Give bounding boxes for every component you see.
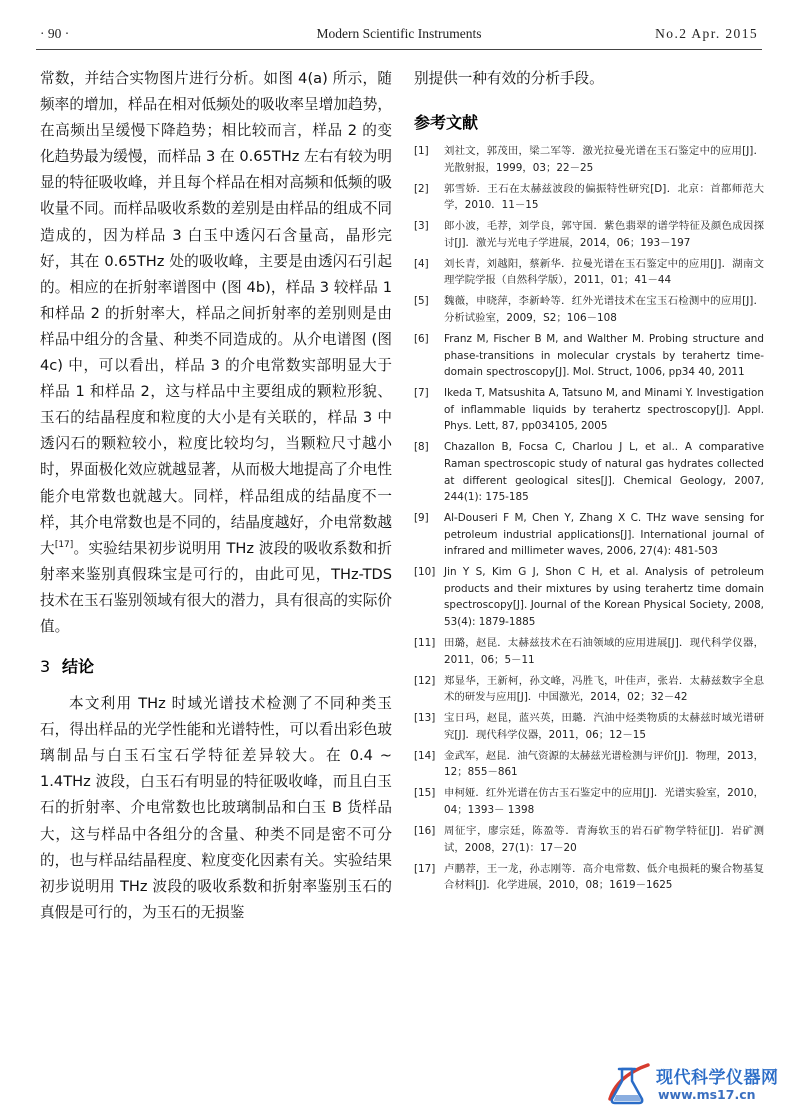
page-header bbox=[40, 26, 758, 46]
reference-text: Al-Douseri F M, Chen Y, Zhang X C. THz wave sensing for petroleum industrial applications[J]. International journal of infrared and millimeter waves, 2006, 27(4): 481-503 bbox=[444, 512, 764, 558]
reference-text: 郭雪娇．王石在太赫兹波段的偏振特性研究[D]．北京：首都师范大学，2010．11－15 bbox=[444, 182, 764, 212]
reference-item bbox=[414, 785, 764, 818]
paragraph-text-tail: 。实验结果初步说明用 THz 波段的吸收系数和折射率来鉴别真假珠宝是可行的，由此可见，THz-TDS 技术在玉石鉴别领域有很大的潜力，具有很高的实际价值。 bbox=[40, 539, 392, 635]
reference-item bbox=[414, 635, 764, 668]
paragraph-text: 常数，并结合实物图片进行分析。如图 4(a) 所示，随频率的增加，样品在相对低频处的吸收率呈增加趋势，在高频出呈缓慢下降趋势；相比较而言，样品 2 的变化趋势最为缓慢，而样品 3 在 0.65THz 左右有较为明显的特征吸收峰，并且每个样品在相对高频和低频的吸收量不同。而样品吸收系数的差别是由样品的组成不同造成的，因为样品 3 白玉中透闪石含量高，晶形完好，其在 0.65THz 处的吸收峰，主要是由透闪石引起的。相应的在折射率谱图中 (图 4b)，样品 3 较样品 1 和样品 2 的折射率大，样品之间折射率的差别则是由样品中组分的含量、种类不同造成的。从介电谱图 (图 4c) 中，可以看出，样品 3 的介电常数实部明显大于样品 1 和样品 2，这与样品中主要组成的颗粒形貌、玉石的结晶程度和粒度的大小是有关联的，样品 3 中透闪石的颗粒较小，粒度比较均匀，当颗粒尺寸越小时，界面极化效应就越显著，从而极大地提高了介电性能介电常数也就越大。同样，样品组成的结晶度不一样，其介电常数也是不同的，结晶度越好，介电常数越大 bbox=[40, 70, 392, 557]
reference-item bbox=[414, 510, 764, 560]
reference-number: [17] bbox=[414, 862, 436, 875]
reference-text: 周征宇，廖宗廷，陈盈等．青海软玉的岩石矿物学特征[J]．岩矿测试，2008，27(1)：17－20 bbox=[444, 824, 764, 854]
section-heading bbox=[40, 654, 392, 677]
references-heading: 参考文献 bbox=[414, 113, 479, 133]
reference-number: [12] bbox=[414, 674, 436, 687]
page-number: · 90 · bbox=[40, 26, 70, 41]
reference-text: Chazallon B, Focsa C, Charlou J L, et al.. A comparative Raman spectroscopic study of natural gas hydrates collected at different geological sites[J]. Chemical Geology, 2007, 244(1): 175-185 bbox=[444, 441, 764, 504]
reference-item bbox=[414, 748, 764, 781]
flask-logo-icon bbox=[602, 1059, 652, 1107]
reference-item bbox=[414, 673, 764, 706]
reference-item bbox=[414, 710, 764, 743]
reference-number: [7] bbox=[414, 387, 429, 400]
reference-text: 魏薇，申晓萍，李新岭等．红外光谱技术在宝玉石检测中的应用[J]．分析试验室，2009，S2；106－108 bbox=[444, 295, 764, 324]
reference-number: [5] bbox=[414, 295, 429, 308]
reference-number: [13] bbox=[414, 712, 436, 725]
journal-title: Modern Scientific Instruments bbox=[316, 26, 482, 41]
continuation-text: 别提供一种有效的分析手段。 bbox=[414, 70, 604, 87]
reference-list bbox=[414, 143, 764, 894]
reference-text: 金武军，赵昆．油气资源的太赫兹光谱检测与评价[J]．物理，2013，12；855－861 bbox=[444, 749, 764, 779]
reference-number: [10] bbox=[414, 566, 436, 579]
reference-number: [3] bbox=[414, 220, 429, 233]
reference-number: [8] bbox=[414, 441, 429, 454]
reference-item bbox=[414, 823, 764, 856]
reference-item bbox=[414, 331, 764, 381]
reference-number: [4] bbox=[414, 257, 429, 270]
reference-number: [1] bbox=[414, 145, 429, 158]
reference-text: Franz M, Fischer B M, and Walther M. Probing structure and phase-transitions in molecular crystals by terahertz time-domain spectroscopy[J]. Mol. Struct, 1006, pp34 40, 2011 bbox=[444, 332, 764, 379]
reference-text: 郑显华，王新柯，孙文峰，冯胜飞，叶佳声，张岩．太赫兹数字全息术的研发与应用[J]．中国激光，2014，02；32－42 bbox=[444, 674, 764, 704]
reference-item bbox=[414, 861, 764, 894]
reference-number: [14] bbox=[414, 749, 436, 762]
left-column bbox=[40, 66, 392, 926]
reference-text: 田璐，赵昆．太赫兹技术在石油领域的应用进展[J]．现代科学仪器，2011，06；5－11 bbox=[444, 637, 764, 666]
reference-item bbox=[414, 439, 764, 505]
reference-text: 申柯娅．红外光谱在仿古玉石鉴定中的应用[J]．光谱实验室，2010，04；1393－ 1398 bbox=[444, 787, 764, 816]
section-title: 结论 bbox=[62, 657, 95, 677]
reference-item bbox=[414, 385, 764, 435]
reference-text: 宝日玛，赵昆，蓝兴英，田璐．汽油中烃类物质的太赫兹时域光谱研究[J]．现代科学仪器，2011，06；12－15 bbox=[444, 712, 764, 741]
citation-superscript[interactable]: [17] bbox=[54, 539, 74, 550]
reference-item bbox=[414, 256, 764, 289]
header-rule bbox=[36, 49, 762, 50]
body-paragraph bbox=[40, 66, 392, 640]
reference-number: [16] bbox=[414, 824, 436, 837]
reference-text: Ikeda T, Matsushita A, Tatsuno M, and Minami Y. Investigation of inflammable liquids by terahertz spectroscopy[J]. Appl. Phys. Lett, 87, pp034105, 2005 bbox=[444, 387, 764, 433]
reference-text: 刘长青，刘越阳，蔡新华．拉曼光谱在玉石鉴定中的应用[J]．湖南文理学院学报（自然科学版），2011，01；41－44 bbox=[444, 257, 764, 287]
reference-text: Jin Y S, Kim G J, Shon C H, et al. Analysis of petroleum products and their mixtures by using terahertz time domain spectroscopy[J]. Journal of the Korean Physical Society, 2008, 53(4): 1879-1885 bbox=[444, 566, 764, 629]
reference-text: 卢鹏荐，王一龙，孙志刚等．高介电常数、低介电损耗的聚合物基复合材料[J]．化学进展，2010，08；1619－1625 bbox=[444, 862, 764, 892]
reference-number: [6] bbox=[414, 332, 429, 345]
reference-number: [2] bbox=[414, 182, 429, 195]
reference-item bbox=[414, 293, 764, 326]
site-name: 现代科学仪器网 bbox=[656, 1068, 779, 1088]
site-watermark[interactable] bbox=[602, 1059, 792, 1107]
reference-number: [11] bbox=[414, 637, 436, 650]
reference-number: [9] bbox=[414, 512, 429, 525]
reference-item bbox=[414, 564, 764, 630]
site-url: www.ms17.cn bbox=[658, 1087, 756, 1102]
reference-number: [15] bbox=[414, 787, 436, 800]
reference-text: 刘社文，郭茂田，梁二军等．激光拉曼光谱在玉石鉴定中的应用[J]．光散射报，1999，03；22－25 bbox=[444, 145, 764, 174]
section-number: 3 bbox=[40, 657, 51, 677]
reference-item bbox=[414, 218, 764, 251]
reference-item bbox=[414, 181, 764, 214]
reference-text: 郎小波，毛荐，刘学良，郭守国．紫色翡翠的谱学特征及颜色成因探讨[J]．激光与光电子学进展，2014，06；193－197 bbox=[444, 220, 764, 249]
conclusion-paragraph: 本文利用 THz 时域光谱技术检测了不同种类玉石，得出样品的光学性能和光谱特性，可以看出彩色玻璃制品与白玉石宝石学特征差异较大。在 0.4 ~ 1.4THz 波段，白玉石有明显的特征吸收峰，而且白玉石的折射率、介电常数也比玻璃制品和白玉 B 货样品大，这与样品中各组分的含量、种类不同是密不可分的，也与样品结晶程度、粒度变化因素有关。实验结果初步说明用 THz 波段的吸收系数和折射率鉴别玉石的真假是可行的，为玉石的无损鉴 bbox=[40, 695, 392, 921]
right-column bbox=[414, 66, 764, 898]
reference-item bbox=[414, 143, 764, 176]
issue-info: No.2 Apr. 2015 bbox=[655, 26, 758, 41]
